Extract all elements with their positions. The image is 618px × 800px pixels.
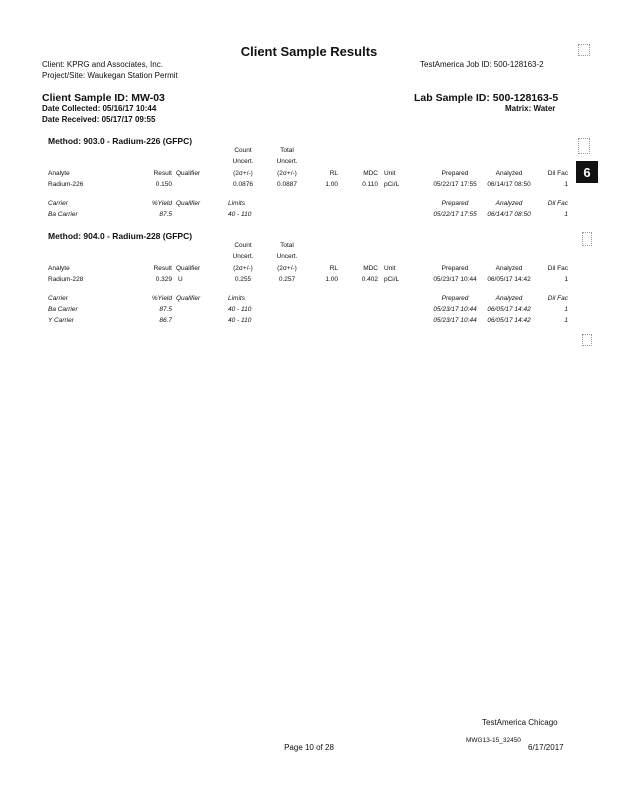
col-header-unit: Unit [384, 170, 396, 177]
col-header-dil: Dil Fac [547, 200, 568, 207]
margin-mark [582, 232, 592, 246]
dil-value: 1 [564, 306, 568, 313]
job-id: TestAmerica Job ID: 500-128163-2 [420, 60, 544, 69]
rl-value: 1.00 [325, 181, 338, 188]
count-uncert-value: 0.255 [234, 276, 252, 283]
col-header-prepared: Prepared [441, 200, 469, 207]
col-header-analyzed: Analyzed [495, 170, 523, 177]
yield-value: 86.7 [159, 317, 172, 324]
col-header-count: (2σ+/-) [233, 170, 253, 177]
analyte-name: Radium-226 [48, 181, 84, 188]
margin-mark [578, 138, 590, 154]
prepared-value: 05/23/17 10:44 [433, 306, 477, 313]
limits-value: 40 - 110 [228, 317, 252, 324]
limits-value: 40 - 110 [228, 306, 252, 313]
col-header-limits: Limits [228, 200, 245, 207]
footer-date: 6/17/2017 [528, 743, 564, 752]
col-header-qualifier: Qualifier [176, 200, 201, 207]
col-header-unit: Unit [384, 265, 396, 272]
analyzed-value: 06/14/17 08:50 [487, 211, 531, 218]
rl-value: 1.00 [325, 276, 338, 283]
col-header-count: (2σ+/-) [233, 265, 253, 272]
total-uncert-value: 0.257 [278, 276, 296, 283]
client-name: Client: KPRG and Associates, Inc. [42, 60, 163, 69]
matrix: Matrix: Water [505, 104, 556, 113]
analyzed-value: 06/14/17 08:50 [487, 181, 531, 188]
mdc-value: 0.402 [361, 276, 378, 283]
dil-value: 1 [564, 181, 568, 188]
col-header-total: Total [280, 147, 294, 154]
method-title: Method: 904.0 - Radium-228 (GFPC) [48, 231, 193, 241]
analyte-name: Radium-228 [48, 276, 84, 283]
total-uncert-value: 0.0887 [277, 181, 297, 188]
col-header-yield: %Yield [151, 200, 172, 207]
carrier-name: Y Carrier [48, 317, 74, 324]
page-title: Client Sample Results [240, 44, 378, 59]
col-header-carrier: Carrier [48, 295, 68, 302]
col-header-count: Uncert. [232, 158, 254, 165]
yield-value: 87.5 [159, 306, 172, 313]
col-header-mdc: MDC [363, 170, 378, 177]
date-collected: Date Collected: 05/16/17 10:44 [42, 104, 157, 113]
method-title: Method: 903.0 - Radium-226 (GFPC) [48, 136, 193, 146]
col-header-prepared: Prepared [441, 295, 469, 302]
col-header-rl: RL [329, 170, 338, 177]
dil-value: 1 [564, 211, 568, 218]
prepared-value: 05/23/17 10:44 [433, 276, 477, 283]
col-header-limits: Limits [228, 295, 245, 302]
unit-value: pCi/L [384, 181, 400, 188]
margin-mark [582, 334, 592, 346]
dil-value: 1 [564, 276, 568, 283]
margin-mark [578, 44, 590, 56]
footer-lab-name: TestAmerica Chicago [482, 718, 558, 727]
analyzed-value: 06/05/17 14:42 [487, 317, 531, 324]
project-site: Project/Site: Waukegan Station Permit [42, 71, 178, 80]
col-header-result: Result [153, 170, 172, 177]
limits-value: 40 - 110 [228, 211, 252, 218]
col-header-qualifier: Qualifier [176, 170, 201, 177]
col-header-analyzed: Analyzed [495, 265, 523, 272]
page-number: Page 10 of 28 [284, 743, 334, 752]
col-header-total: (2σ+/-) [277, 170, 297, 177]
analyzed-value: 06/05/17 14:42 [487, 306, 531, 313]
col-header-analyzed: Analyzed [495, 200, 523, 207]
col-header-qualifier: Qualifier [176, 265, 201, 272]
col-header-analyte: Analyte [48, 170, 70, 177]
col-header-total: Total [280, 242, 294, 249]
lab-sample-id: Lab Sample ID: 500-128163-5 [414, 92, 559, 104]
col-header-count: Count [234, 242, 252, 249]
col-header-dil: Dil Fac [547, 170, 568, 177]
col-header-total: Uncert. [276, 253, 298, 260]
col-header-dil: Dil Fac [547, 295, 568, 302]
prepared-value: 05/22/17 17:55 [433, 181, 477, 188]
prepared-value: 05/22/17 17:55 [433, 211, 477, 218]
col-header-prepared: Prepared [441, 170, 469, 177]
section-tab: 6 [576, 161, 598, 183]
date-received: Date Received: 05/17/17 09:55 [42, 115, 156, 124]
col-header-carrier: Carrier [48, 200, 68, 207]
col-header-prepared: Prepared [441, 265, 469, 272]
col-header-count: Count [234, 147, 252, 154]
qualifier-value: U [178, 276, 183, 283]
client-sample-id: Client Sample ID: MW-03 [42, 92, 165, 104]
col-header-count: Uncert. [232, 253, 254, 260]
footer-doc-code: MWG13-15_32450 [466, 737, 521, 744]
prepared-value: 05/23/17 10:44 [433, 317, 477, 324]
carrier-name: Ba Carrier [48, 306, 78, 313]
dil-value: 1 [564, 317, 568, 324]
yield-value: 87.5 [159, 211, 172, 218]
result-value: 0.329 [155, 276, 172, 283]
col-header-total: Uncert. [276, 158, 298, 165]
col-header-qualifier: Qualifier [176, 295, 201, 302]
col-header-total: (2σ+/-) [277, 265, 297, 272]
carrier-name: Ba Carrier [48, 211, 78, 218]
analyzed-value: 06/05/17 14:42 [487, 276, 531, 283]
col-header-dil: Dil Fac [547, 265, 568, 272]
unit-value: pCi/L [384, 276, 400, 283]
col-header-analyte: Analyte [48, 265, 70, 272]
count-uncert-value: 0.0876 [233, 181, 253, 188]
col-header-mdc: MDC [363, 265, 378, 272]
mdc-value: 0.110 [362, 181, 378, 188]
col-header-yield: %Yield [151, 295, 172, 302]
result-value: 0.150 [155, 181, 172, 188]
col-header-result: Result [153, 265, 172, 272]
col-header-rl: RL [329, 265, 338, 272]
col-header-analyzed: Analyzed [495, 295, 523, 302]
